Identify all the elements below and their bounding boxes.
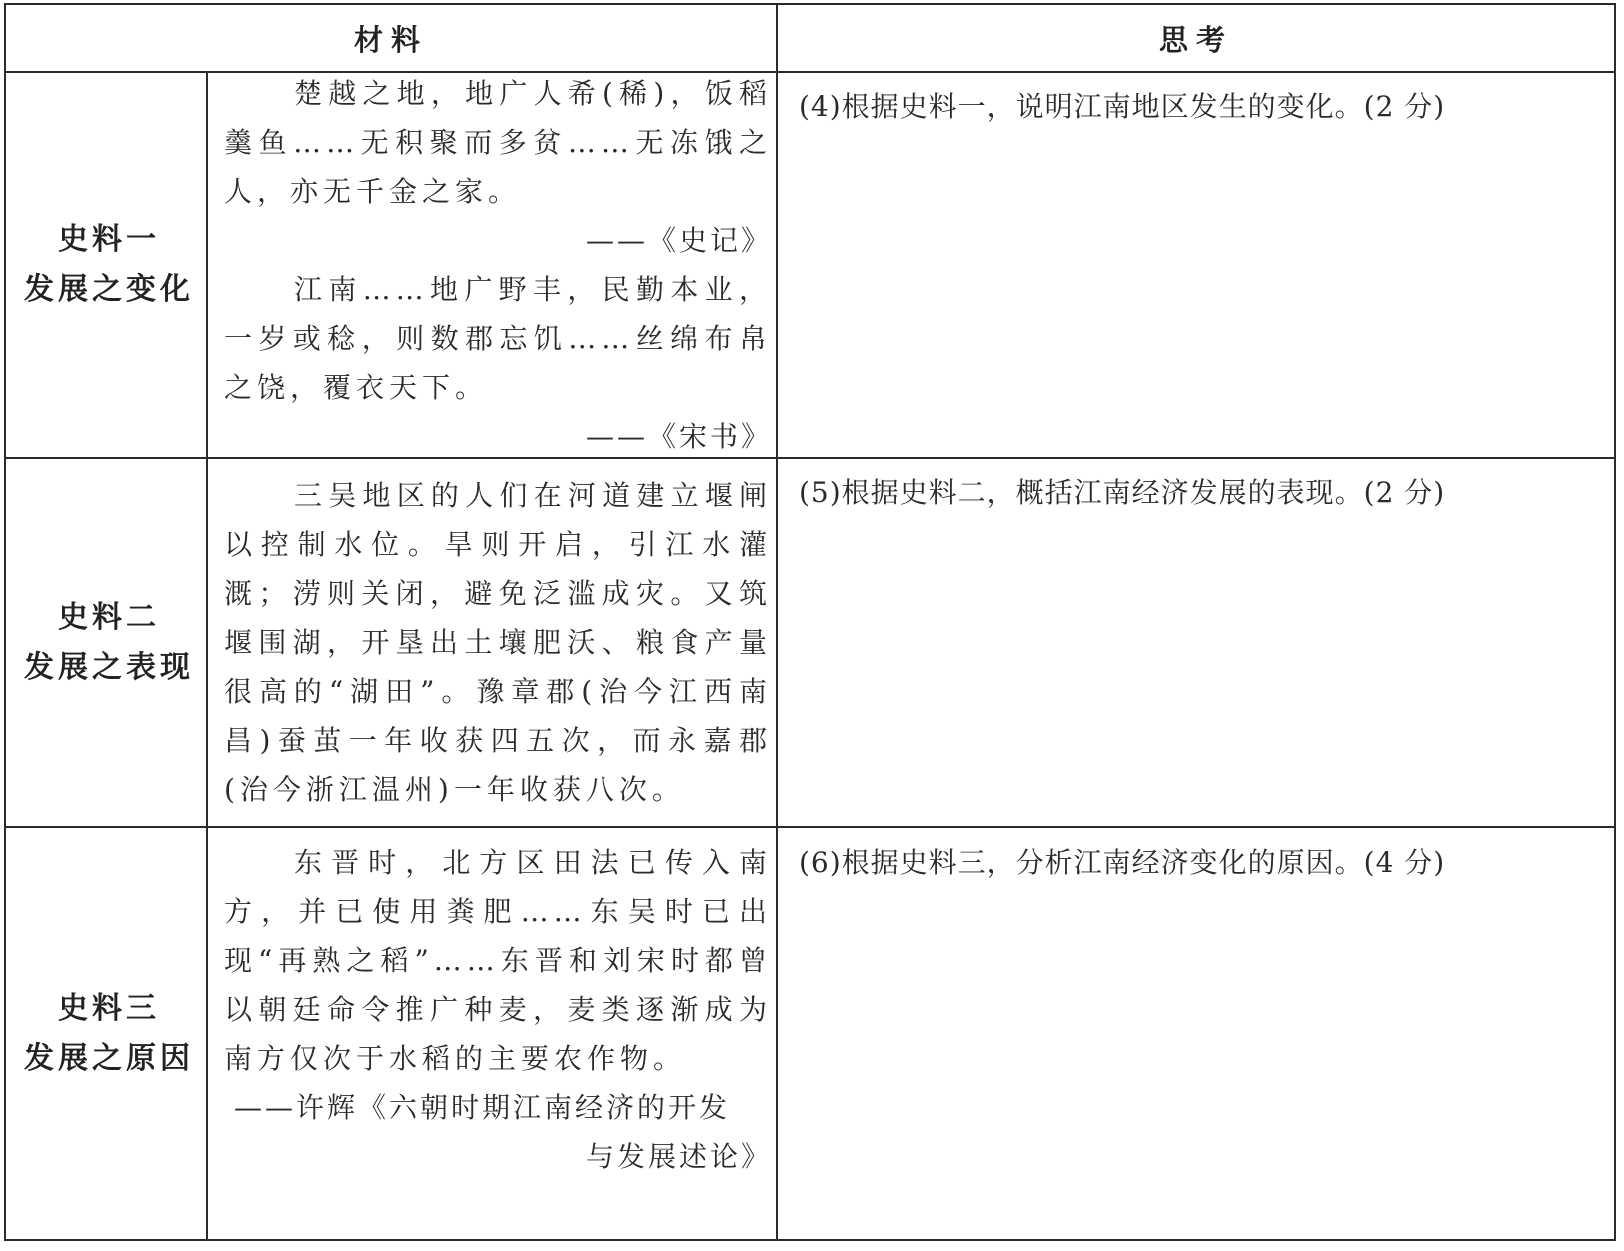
- question-6: (6)根据史料三，分析江南经济变化的原因。(4 分): [799, 846, 1446, 879]
- material-paragraph: 楚越之地，地广人希(稀)，饭稻羹鱼……无积聚而多贫……无冻饿之人，亦无千金之家。: [224, 77, 772, 208]
- thinking-header: 思考: [1158, 23, 1233, 57]
- material-paragraph: 江南……地广野丰，民勤本业，一岁或稔，则数郡忘饥……丝绵布帛之饶，覆衣天下。: [224, 273, 772, 404]
- question-5: (5)根据史料二，概括江南经济发展的表现。(2 分): [799, 476, 1446, 509]
- row-label-source-2: [6, 459, 212, 826]
- material-text-source-3: [224, 838, 772, 1181]
- material-text-source-2: [224, 471, 772, 814]
- row-label-title: 史料三: [58, 990, 160, 1026]
- material-paragraph: 东晋时，北方区田法已传入南方，并已使用粪肥……东吴时已出现“再熟之稻”……东晋和刘宋时都曾以朝廷命令推广种麦，麦类逐渐成为南方仅次于水稻的主要农作物。: [224, 846, 772, 1075]
- citation: ——许辉《六朝时期江南经济的开发: [234, 1091, 731, 1124]
- row-label-subtitle: 发展之变化: [24, 272, 194, 307]
- row-label-source-1: [6, 73, 212, 457]
- row-label-title: 史料二: [58, 599, 160, 635]
- material-header: 材料: [353, 23, 428, 57]
- row-label-subtitle: 发展之原因: [24, 1040, 194, 1076]
- citation: ——《宋书》: [585, 420, 772, 453]
- row-label-source-3: [6, 828, 212, 1239]
- row-label-title: 史料一: [58, 222, 160, 257]
- row2-divider: [6, 826, 1614, 828]
- citation-continued: 与发展述论》: [585, 1140, 772, 1173]
- material-paragraph: 三吴地区的人们在河道建立堰闸以控制水位。旱则开启，引江水灌溉；涝则关闭，避免泛滥成灾。又筑堰围湖，开垦出土壤肥沃、粮食产量很高的“湖田”。豫章郡(治今江西南昌)蚕茧一年收获四五次，而永嘉郡(治今浙江温州)一年收获八次。: [224, 479, 772, 806]
- row-label-subtitle: 发展之表现: [24, 649, 194, 685]
- material-text-source-1: [224, 69, 772, 461]
- history-table: [4, 3, 1616, 1241]
- question-4: (4)根据史料一，说明江南地区发生的变化。(2 分): [799, 90, 1446, 123]
- citation: ——《史记》: [585, 224, 772, 257]
- material-thinking-divider: [776, 5, 778, 1239]
